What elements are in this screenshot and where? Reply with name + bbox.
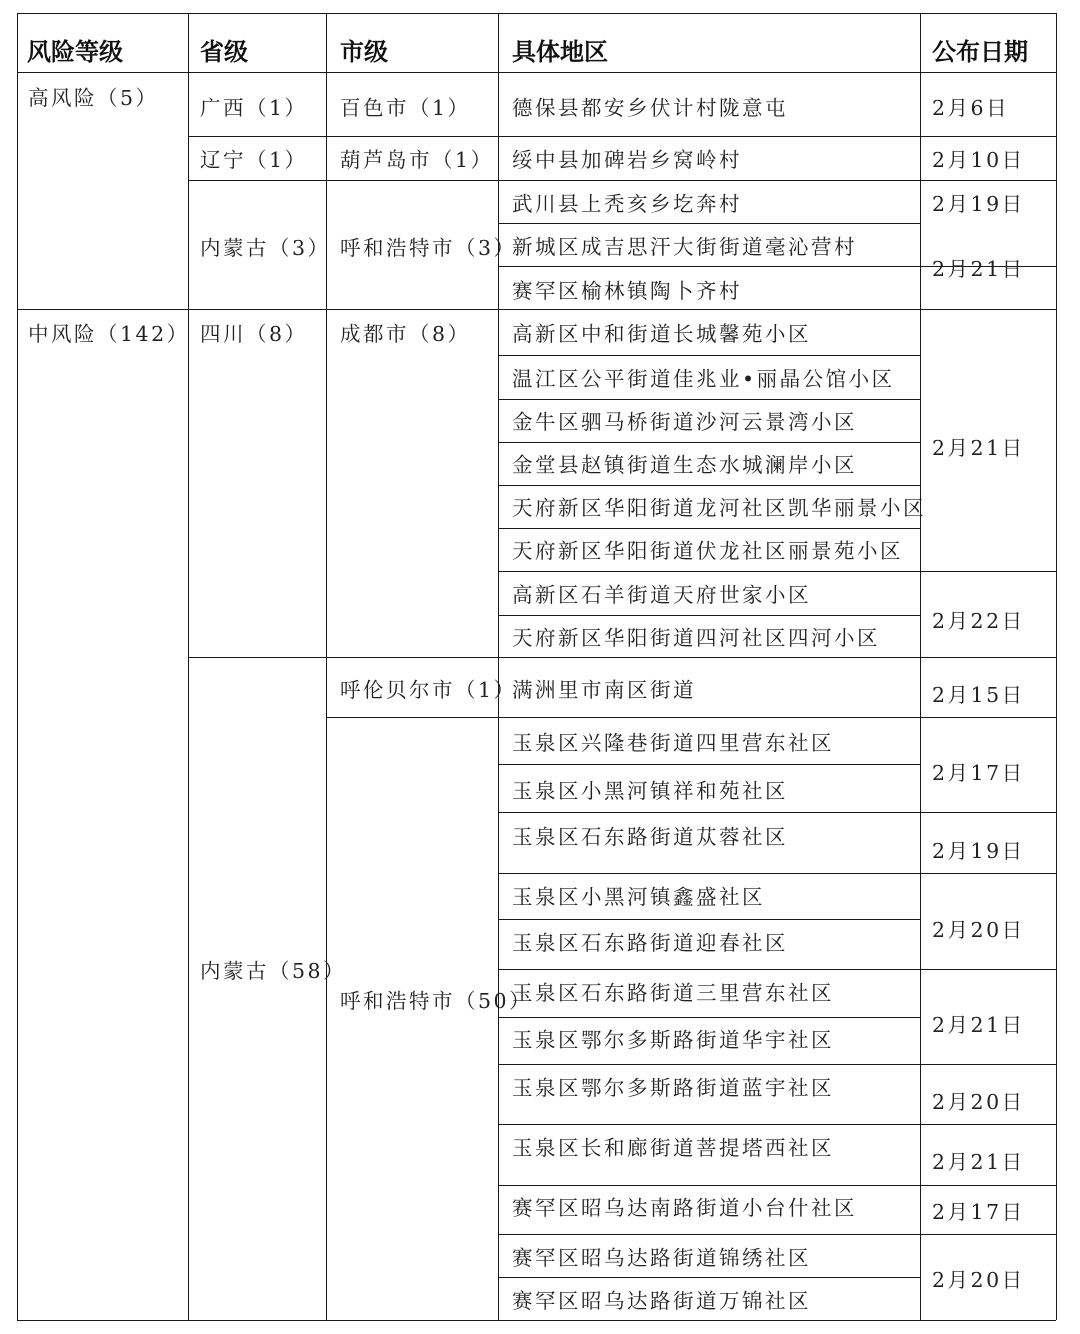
date-cell: 2月21日 [932, 1013, 1025, 1037]
table-row-divider [498, 485, 920, 486]
date-cell: 2月20日 [932, 1090, 1025, 1114]
area-cell: 玉泉区兴隆巷街道四里营东社区 [512, 731, 834, 755]
table-column-divider [1056, 13, 1057, 1320]
area-cell: 玉泉区鄂尔多斯路街道华宇社区 [512, 1028, 834, 1052]
table-row-divider [498, 1277, 920, 1278]
area-cell: 赛罕区昭乌达南路街道小台什社区 [512, 1196, 857, 1220]
table-row-divider [188, 180, 1056, 181]
area-cell: 玉泉区石东路街道迎春社区 [512, 931, 788, 955]
date-cell: 2月15日 [932, 683, 1025, 707]
risk-level-high: 高风险（5） [28, 86, 159, 110]
table-row-divider [188, 136, 1056, 137]
area-cell: 高新区石羊街道天府世家小区 [512, 583, 811, 607]
table-column-divider [498, 13, 499, 1320]
date-cell: 2月10日 [932, 148, 1025, 172]
area-cell: 天府新区华阳街道四河社区四河小区 [512, 626, 880, 650]
province-cell: 内蒙古（58） [200, 959, 347, 983]
table-row-divider [498, 223, 920, 224]
table-row-divider [498, 571, 1056, 572]
date-cell: 2月21日 [932, 1150, 1025, 1174]
area-cell: 天府新区华阳街道伏龙社区丽景苑小区 [512, 539, 903, 563]
table-row-divider [498, 355, 920, 356]
table-row-divider [498, 528, 920, 529]
table-row-divider [498, 919, 920, 920]
table-row-divider [17, 309, 1056, 310]
table-row-divider [498, 615, 920, 616]
table-column-divider [326, 13, 327, 1320]
header-city: 市级 [340, 38, 388, 66]
city-cell: 呼和浩特市（3） [340, 236, 517, 260]
table-row-divider [17, 72, 1056, 73]
date-cell: 2月19日 [932, 839, 1025, 863]
area-cell: 金牛区驷马桥街道沙河云景湾小区 [512, 410, 857, 434]
table-row-divider [498, 812, 1056, 813]
table-row-divider [498, 873, 1056, 874]
date-cell: 2月6日 [932, 96, 1010, 120]
table-row-divider [498, 1064, 1056, 1065]
table-row-divider [498, 442, 920, 443]
date-cell: 2月22日 [932, 609, 1025, 633]
area-cell: 玉泉区小黑河镇鑫盛社区 [512, 885, 765, 909]
province-cell: 辽宁（1） [200, 148, 308, 172]
area-cell: 赛罕区昭乌达路街道万锦社区 [512, 1289, 811, 1313]
city-cell: 百色市（1） [340, 96, 471, 120]
area-cell: 德保县都安乡伏计村陇意屯 [512, 96, 788, 120]
area-cell: 玉泉区鄂尔多斯路街道蓝宇社区 [512, 1076, 834, 1100]
area-cell: 玉泉区石东路街道三里营东社区 [512, 981, 834, 1005]
area-cell: 天府新区华阳街道龙河社区凯华丽景小区 [512, 496, 926, 520]
risk-level-medium: 中风险（142） [28, 322, 190, 346]
table-row-divider [188, 657, 1056, 658]
area-cell: 赛罕区榆林镇陶卜齐村 [512, 279, 742, 303]
city-cell: 呼伦贝尔市（1） [340, 678, 517, 702]
province-cell: 广西（1） [200, 96, 308, 120]
table-row-divider [17, 1320, 1056, 1321]
area-cell: 温江区公平街道佳兆业•丽晶公馆小区 [512, 367, 895, 391]
area-cell: 新城区成吉思汗大街街道毫沁营村 [512, 235, 857, 259]
city-cell: 成都市（8） [340, 322, 471, 346]
province-cell: 内蒙古（3） [200, 236, 331, 260]
date-cell: 2月17日 [932, 761, 1025, 785]
area-cell: 绥中县加碑岩乡窝岭村 [512, 148, 742, 172]
table-row-divider [498, 1124, 1056, 1125]
table-row-divider [498, 399, 920, 400]
area-cell: 高新区中和街道长城馨苑小区 [512, 322, 811, 346]
table-row-divider [498, 1234, 1056, 1235]
city-cell: 呼和浩特市（50） [340, 989, 533, 1013]
date-cell: 2月20日 [932, 918, 1025, 942]
header-risk-level: 风险等级 [27, 38, 123, 66]
table-row-divider [498, 1017, 920, 1018]
date-cell: 2月17日 [932, 1200, 1025, 1224]
table-column-divider [920, 13, 921, 1320]
header-area: 具体地区 [512, 38, 608, 66]
date-cell: 2月21日 [932, 436, 1025, 460]
date-cell: 2月20日 [932, 1268, 1025, 1292]
area-cell: 赛罕区昭乌达路街道锦绣社区 [512, 1246, 811, 1270]
table-column-divider [188, 13, 189, 1320]
table-row-divider [498, 764, 920, 765]
area-cell: 玉泉区石东路街道苁蓉社区 [512, 825, 788, 849]
table-row-divider [498, 969, 1056, 970]
area-cell: 金堂县赵镇街道生态水城澜岸小区 [512, 453, 857, 477]
area-cell: 满洲里市南区街道 [512, 678, 696, 702]
city-cell: 葫芦岛市（1） [340, 148, 494, 172]
table-row-divider [17, 13, 1056, 14]
area-cell: 武川县上秃亥乡圪奔村 [512, 192, 742, 216]
table-row-divider [498, 1185, 1056, 1186]
table-column-divider [17, 13, 18, 1320]
header-date: 公布日期 [932, 38, 1028, 66]
date-cell: 2月19日 [932, 192, 1025, 216]
date-cell: 2月21日 [932, 257, 1025, 281]
area-cell: 玉泉区长和廊街道菩提塔西社区 [512, 1136, 834, 1160]
area-cell: 玉泉区小黑河镇祥和苑社区 [512, 779, 788, 803]
table-row-divider [326, 717, 1056, 718]
header-province: 省级 [200, 38, 248, 66]
province-cell: 四川（8） [200, 322, 308, 346]
